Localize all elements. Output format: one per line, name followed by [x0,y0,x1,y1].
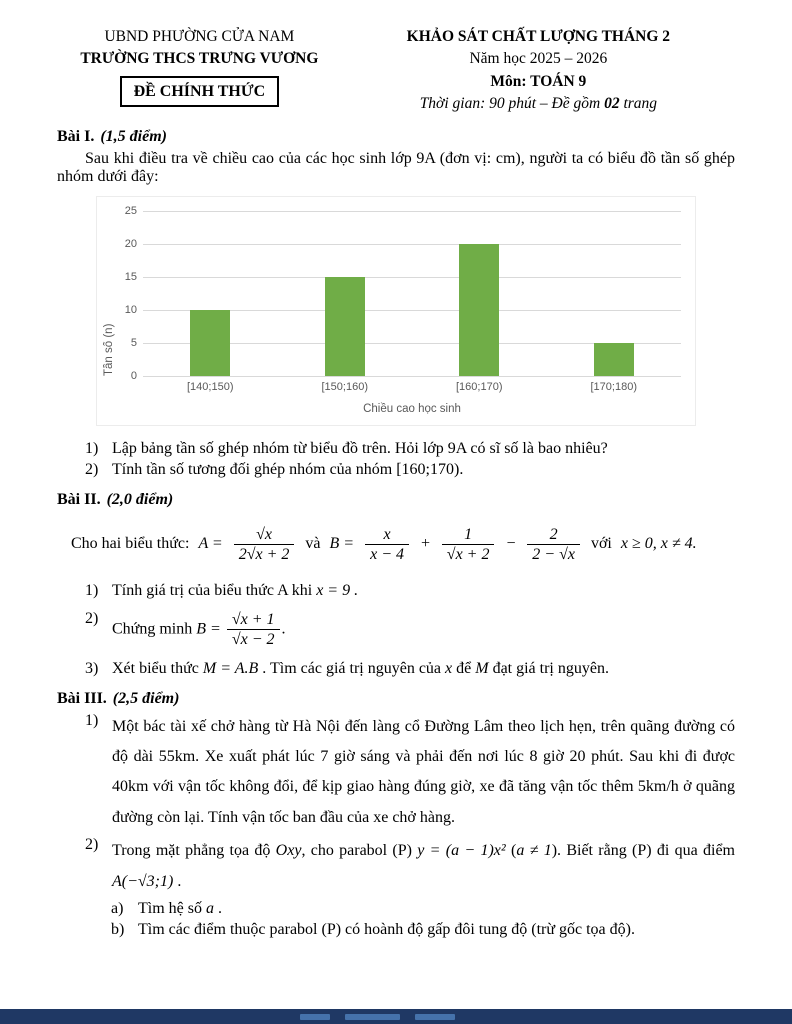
question-3-2a [111,900,735,918]
math: a ≠ 1 [516,842,552,860]
numerator: √x + 1 [227,610,280,630]
question-number: 1) [85,439,99,457]
chart-x-axis-title: Chiều cao học sinh [363,402,461,415]
question-text [112,582,735,600]
bars [143,211,681,376]
text: , cho parabol (P) [301,842,412,860]
section-2-points: (2,0 điểm) [106,490,174,508]
time-text: Thời gian: 90 phút – Đề gồm [419,95,605,113]
question-text [112,610,735,649]
denominator: √x − 2 [231,631,275,649]
question-1-1 [85,440,735,458]
math: x [445,659,453,677]
x-category-label: [160;170) [456,380,503,393]
text: Tìm hệ số [138,899,202,917]
math: M [475,659,489,677]
question-3-2b [111,921,735,939]
condition-pre: với [590,535,612,553]
question-text: Tìm các điểm thuộc parabol (P) có hoành độ gấp đôi tung độ (trừ gốc tọa độ). [138,920,635,938]
footer-mark [415,1014,455,1020]
B-fraction-3 [525,525,582,564]
chart-yaxis [117,204,143,382]
plus-operator: + [420,535,431,553]
denominator: √x + 2 [446,546,490,564]
question-number: 1) [85,582,99,600]
chart-plot [143,211,681,376]
expressions-definition [71,525,735,564]
section-2-heading [57,491,735,509]
question-text: Lập bảng tần số ghép nhóm từ biểu đồ trên. Hỏi lớp 9A có sĩ số là bao nhiêu? [112,439,608,457]
section-3 [57,690,735,939]
question-2-3 [85,660,735,678]
y-tick-label: 0 [130,369,137,382]
question-number: 2) [85,460,99,478]
A-fraction [232,525,297,564]
bar-[170;180) [594,343,634,376]
bar-[140;150) [190,310,230,376]
math: Oxy [275,842,302,860]
text: đạt giá trị nguyên. [488,659,609,677]
frequency-bar-chart [96,196,696,426]
section-1-title: Bài I. [57,127,95,145]
page-count: 02 [604,95,620,113]
bar-slot [278,211,413,376]
chart-inner [103,204,681,415]
math: B = [196,620,221,638]
question-text: Tính tần số tương đối ghép nhóm của nhóm [160;170). [112,460,464,478]
minus-operator: − [505,535,517,553]
subject-line: Môn: TOÁN 9 [490,72,587,90]
B-fraction-2 [440,525,497,564]
text: ). Biết rằng (P) đi qua điểm [551,842,735,860]
header-right [342,26,735,116]
text: ( [511,842,517,860]
math: y = (a − 1)x² [417,842,506,860]
section-2 [57,491,735,678]
footer-mark [300,1014,330,1020]
B-lhs: B = [329,535,355,553]
bar-slot [547,211,682,376]
y-tick-label: 20 [124,237,137,250]
question-text [138,900,735,918]
numerator: 1 [442,525,495,545]
A-lhs: A = [198,535,223,553]
text: Trong mặt phẳng tọa độ [112,842,271,860]
official-exam-label: ĐỀ CHÍNH THỨC [133,82,266,100]
text: Chứng minh [112,620,193,638]
math: A(−√3;1) [112,872,174,890]
question-2-1 [85,582,735,600]
school-name: TRƯỜNG THCS TRƯNG VƯƠNG [80,50,319,68]
question-2-2 [85,610,735,649]
text: . Tìm các giá trị nguyên của [258,659,446,677]
page-footer-bar [0,1009,792,1024]
exam-header [57,26,735,116]
time-info [342,93,735,115]
text: . [214,899,222,917]
y-tick-label: 15 [124,270,137,283]
numerator: √x [234,525,295,545]
x-category-label: [140;150) [187,380,234,393]
section-3-title: Bài III. [57,689,107,707]
text: Xét biểu thức [112,659,203,677]
intro-label: Cho hai biểu thức: [71,535,190,553]
chart-categories [143,381,681,393]
y-tick-label: 25 [124,204,137,217]
bar-[150;160) [325,277,365,376]
math: x = 9 . [316,582,359,600]
bar-slot [412,211,547,376]
and-text: và [305,535,321,553]
chart-plot-column [143,211,681,415]
result-fraction [225,610,282,649]
y-tick-label: 10 [124,303,137,316]
question-number: 2) [85,610,99,628]
section-2-title: Bài II. [57,490,101,508]
condition: x ≥ 0, x ≠ 4. [620,535,697,553]
question-text [112,836,735,897]
y-tick-label: 5 [130,336,137,349]
footer-mark [345,1014,400,1020]
question-number: 3) [85,659,99,677]
gridline [143,376,681,377]
header-left [57,26,342,116]
question-1-2 [85,461,735,479]
denominator: x − 4 [370,546,404,564]
bar-slot [143,211,278,376]
x-category-label: [170;180) [590,380,637,393]
section-3-heading [57,690,735,708]
chart-y-axis-title: Tần số (n) [103,323,115,376]
time-text-end: trang [619,95,658,113]
question-number: a) [111,899,124,917]
bar-[160;170) [459,244,499,376]
question-text [112,660,735,678]
text: để [452,659,476,677]
section-1-heading [57,128,735,146]
section-3-points: (2,5 điểm) [112,689,180,707]
section-1 [57,128,735,479]
question-text: Một bác tài xế chở hàng từ Hà Nội đến làng cổ Đường Lâm theo lịch hẹn, trên quãng đường có độ dài 55km. Xe xuất phát lúc 7 giờ sáng và phải đến nơi lúc 8 giờ 20 phút. Sau khi đi được 40km với vận tốc không đổi, để kịp giao hàng đúng giờ, xe đã tăng vận tốc thêm 5km/h ở quãng đường còn lại. Tính vận tốc ban đầu của xe chở hàng. [112,717,735,826]
section-1-points: (1,5 điểm) [100,127,167,145]
x-category-label: [150;160) [321,380,368,393]
official-exam-box [120,76,280,107]
math: M = A.B [202,659,259,677]
math: a [206,899,214,917]
text: Tính giá trị của biểu thức A khi [112,582,313,600]
org-name: UBND PHƯỜNG CỬA NAM [104,28,295,45]
text: . [173,872,182,890]
text: . [281,620,286,638]
denominator: 2 − √x [532,546,575,564]
question-number: b) [111,920,125,938]
exam-title: KHẢO SÁT CHẤT LƯỢNG THÁNG 2 [406,28,671,45]
question-3-2 [85,836,735,897]
denominator: 2√x + 2 [238,546,290,564]
B-fraction-1 [363,525,411,564]
question-number: 1) [85,711,99,729]
numerator: 2 [527,525,580,545]
question-3-1 [85,712,735,834]
section-1-intro: Sau khi điều tra về chiều cao của các học sinh lớp 9A (đơn vị: cm), người ta có biểu đồ tần số ghép nhóm dưới đây: [57,149,735,185]
numerator: x [365,525,409,545]
school-year: Năm học 2025 – 2026 [469,50,608,68]
question-number: 2) [85,836,99,854]
